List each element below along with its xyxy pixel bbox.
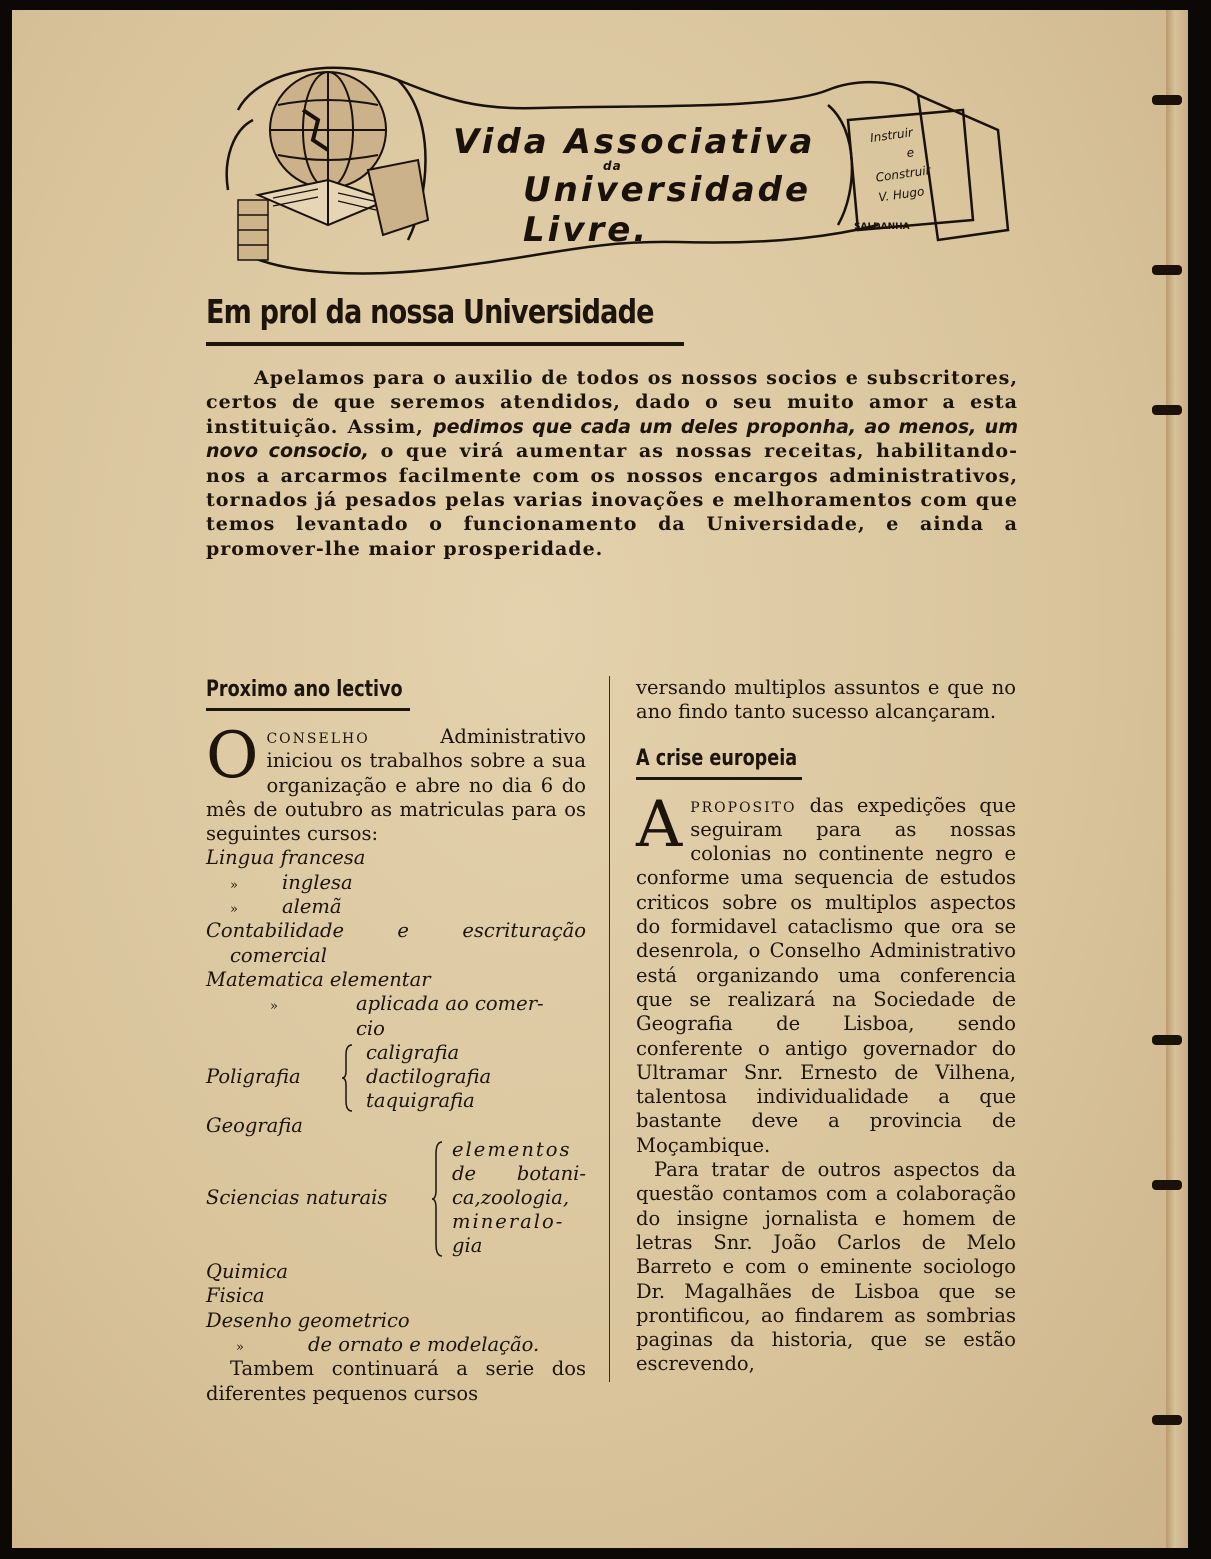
binding-staple	[1152, 1035, 1182, 1045]
appeal-emphasis: pedimos que cada um deles proponha, ao menos, um novo consocio,	[206, 415, 1018, 463]
banner-title	[453, 122, 853, 250]
paragraph-text: das expedições que seguiram para as nossas colonias no continente negro e conforme uma sequencia de estudos criticos sobre os multiplos aspectos do formidavel cataclismo que ora se desenrola, o Conselho Administrativo está organizando uma conferencia que se realizará na Sociedade de Geografia de Lisboa, sendo conferente o antigo governador do Ultramar Snr. Ernesto de Vilhena, talentosa individualidade a que bastante deve a provincia de Moçambique.	[636, 793, 1016, 1157]
section-heading: A crise europeia	[636, 745, 798, 771]
appeal-paragraph	[206, 366, 1018, 561]
ditto-mark: »	[236, 1340, 244, 1356]
motto-line: e	[905, 145, 915, 161]
artist-signature: SALDANHA	[854, 222, 910, 232]
continuation-paragraph: versando multiplos assuntos e que no ano findo tanto sucesso alcançaram.	[636, 676, 1016, 724]
course-item: » inglesa	[206, 871, 586, 895]
brace-icon	[342, 1043, 356, 1113]
drop-cap: A	[636, 787, 683, 862]
motto-line: Instruir	[869, 125, 914, 146]
course-item: Lingua francesa	[206, 846, 366, 870]
binding-staple	[1152, 265, 1182, 275]
lead-word: proposito	[690, 793, 797, 817]
lead-word: conselho	[266, 725, 370, 748]
main-heading: Em prol da nossa Universidade	[206, 292, 654, 331]
binding-staple	[1152, 1415, 1182, 1425]
header-banner	[218, 50, 1010, 282]
right-column	[636, 676, 1016, 1377]
open-book-icon	[258, 180, 388, 225]
course-item: Matematica elementar	[206, 967, 431, 991]
section-rule	[206, 708, 410, 711]
section-rule	[636, 777, 802, 780]
heading-rule	[206, 342, 684, 346]
appeal-text: Apelamos para o auxilio de todos os nossos socios e subscritores, certos de que seremos atendidos, dado o seu muito amor a esta instituição. Assim,	[206, 367, 1018, 438]
motto-line: Construir	[874, 163, 932, 185]
brace-icon	[432, 1140, 446, 1258]
course-group-sciencias: elementos de botani- Sciencias naturais ca,zoologia, mineralo- gia	[206, 1138, 586, 1258]
drop-cap: O	[206, 719, 259, 793]
course-item: comercial	[230, 943, 328, 967]
course-list	[206, 846, 586, 1357]
crise-paragraph	[636, 787, 1016, 1158]
banner-title-line2: Universidade Livre.	[523, 170, 812, 250]
course-item: » aplicada ao comer-	[206, 992, 586, 1016]
banner-title-da: da	[603, 159, 622, 173]
shield-icon	[368, 160, 428, 235]
course-item: » alemã	[206, 895, 586, 919]
course-intro	[206, 719, 586, 846]
course-item: Quimica	[206, 1260, 289, 1284]
page-spine	[1166, 10, 1188, 1548]
section-heading: Proximo ano lectivo	[206, 677, 403, 702]
binding-staple	[1152, 1180, 1182, 1190]
course-item: » de ornato e modelação.	[206, 1333, 586, 1357]
course-item: Contabilidade e escrituração	[206, 919, 586, 943]
binding-staple	[1152, 95, 1182, 105]
column-divider	[609, 676, 610, 1382]
ditto-mark: »	[230, 877, 238, 893]
ditto-mark: »	[270, 999, 278, 1015]
intro-text: Administrativo iniciou os trabalhos sobre a sua organização e abre no dia 6 do mês de outubro as matriculas para os seguintes cursos:	[206, 725, 586, 846]
left-column	[206, 676, 586, 1406]
closing-paragraph: Tambem continuará a serie dos diferentes pequenos cursos	[206, 1357, 586, 1405]
course-item: Fisica	[206, 1284, 265, 1308]
ditto-mark: »	[230, 902, 238, 918]
binding-staple	[1152, 405, 1182, 415]
motto-board	[869, 117, 963, 208]
brick-pedestal-icon	[238, 200, 268, 260]
appeal-text: o que virá aumentar as nossas receitas, habilitando-nos a arcarmos facilmente com os nossos encargos administrativos, tornados já pesados pelas varias inovações e melhoramentos com que temos levantado o funcionamento da Universidade, e ainda a promover-lhe maior prosperidade.	[206, 440, 1018, 560]
collaboration-paragraph: Para tratar de outros aspectos da questão contamos com a colaboração do insigne jornalista e homem de letras Snr. João Carlos de Melo Barreto e com o eminente sociologo Dr. Magalhães de Lisboa que se prontificou, ao findarem as sombrias paginas da historia, que se estão escrevendo,	[636, 1158, 1016, 1376]
banner-title-line1: Vida Associativa	[453, 122, 816, 162]
motto-line: V. Hugo	[877, 184, 926, 205]
course-group-poligrafia: caligrafia Poligrafia dactilografia taquigrafia	[206, 1040, 492, 1112]
course-item: Geografia	[206, 1113, 303, 1137]
course-item: Desenho geometrico	[206, 1308, 410, 1332]
course-item: cio	[356, 1016, 385, 1040]
